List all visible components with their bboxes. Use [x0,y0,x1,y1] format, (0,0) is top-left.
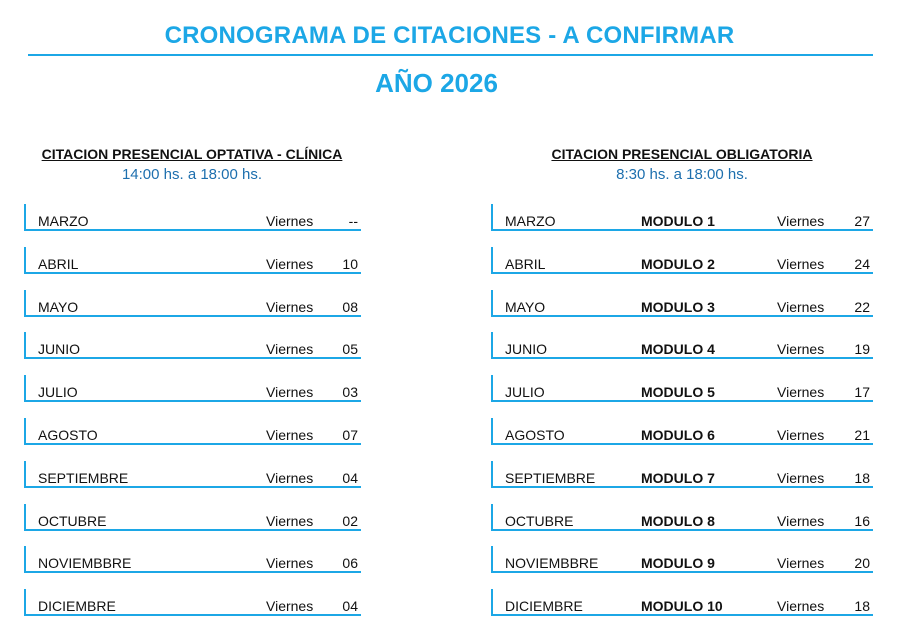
day-number: 24 [854,255,870,272]
schedule-row [24,546,361,573]
day-number: 07 [342,426,358,443]
schedule-row [24,204,361,231]
weekday-label: Viernes [266,512,314,529]
weekday-label: Viernes [266,598,314,615]
weekday-label: Viernes [777,555,825,572]
day-number: 10 [342,255,358,272]
right-section-hours: 8:30 hs. a 18:00 hs. [616,166,748,183]
schedule-row [24,589,361,616]
module-label: MODULO 2 [641,255,715,272]
day-number: 05 [342,341,358,358]
module-label: MODULO 5 [641,384,715,401]
schedule-row [24,375,361,402]
month-label: OCTUBRE [38,512,107,529]
day-number: 21 [854,426,870,443]
weekday-label: Viernes [266,298,314,315]
month-label: MARZO [38,213,89,229]
schedule-row [24,418,361,445]
month-label: MAYO [38,298,79,315]
month-label: JUNIO [505,341,547,358]
module-label: MODULO 7 [641,469,715,486]
month-label: NOVIEMBBRE [505,555,599,572]
page-title: CRONOGRAMA DE CITACIONES - A CONFIRMAR [164,22,735,49]
day-number: 16 [854,512,870,529]
module-label: MODULO 4 [641,341,715,358]
schedule-row [491,375,873,402]
month-label: ABRIL [38,255,79,272]
month-label: SEPTIEMBRE [38,469,129,486]
day-number: 06 [342,555,358,572]
day-number: 02 [342,512,358,529]
module-label: MODULO 9 [641,555,715,572]
day-number: 08 [342,298,358,315]
schedule-row [491,418,873,445]
month-label: AGOSTO [505,426,565,443]
day-number: 18 [854,598,870,615]
schedule-row [24,247,361,274]
weekday-label: Viernes [777,341,825,358]
weekday-label: Viernes [777,213,825,229]
schedule-row [491,204,873,231]
month-label: JULIO [38,384,78,401]
schedule-row [491,290,873,317]
module-label: MODULO 1 [641,213,715,229]
left-schedule-list [24,204,361,632]
title-divider [28,54,873,56]
weekday-label: Viernes [266,384,314,401]
weekday-label: Viernes [266,555,314,572]
day-number: 17 [854,384,870,401]
schedule-row [491,504,873,531]
month-label: MARZO [505,213,556,229]
day-number: 04 [342,469,358,486]
day-number: 22 [854,298,870,315]
right-section-heading: CITACION PRESENCIAL OBLIGATORIA [551,146,813,162]
day-number: -- [348,213,358,229]
day-number: 04 [342,598,358,615]
right-schedule-list [491,204,873,632]
schedule-row [491,546,873,573]
day-number: 18 [854,469,870,486]
weekday-label: Viernes [777,298,825,315]
weekday-label: Viernes [777,598,825,615]
weekday-label: Viernes [777,255,825,272]
left-section-heading: CITACION PRESENCIAL OPTATIVA - CLÍNICA [41,146,343,162]
schedule-row [491,247,873,274]
module-label: MODULO 10 [641,598,723,615]
schedule-row [24,504,361,531]
month-label: AGOSTO [38,426,98,443]
weekday-label: Viernes [266,255,314,272]
day-number: 19 [854,341,870,358]
module-label: MODULO 6 [641,426,715,443]
weekday-label: Viernes [266,426,314,443]
schedule-row [491,332,873,359]
weekday-label: Viernes [777,426,825,443]
schedule-row [24,461,361,488]
schedule-row [24,290,361,317]
month-label: MAYO [505,298,546,315]
month-label: JULIO [505,384,545,401]
schedule-row [24,332,361,359]
month-label: DICIEMBRE [38,598,116,615]
month-label: OCTUBRE [505,512,574,529]
day-number: 27 [854,213,870,229]
weekday-label: Viernes [777,384,825,401]
weekday-label: Viernes [777,469,825,486]
month-label: JUNIO [38,341,80,358]
month-label: ABRIL [505,255,546,272]
weekday-label: Viernes [266,341,314,358]
year-title: AÑO 2026 [375,68,498,98]
module-label: MODULO 3 [641,298,715,315]
month-label: DICIEMBRE [505,598,583,615]
day-number: 03 [342,384,358,401]
day-number: 20 [854,555,870,572]
weekday-label: Viernes [266,213,314,229]
weekday-label: Viernes [777,512,825,529]
month-label: SEPTIEMBRE [505,469,596,486]
month-label: NOVIEMBBRE [38,555,132,572]
schedule-row [491,461,873,488]
schedule-row [491,589,873,616]
module-label: MODULO 8 [641,512,715,529]
left-section-hours: 14:00 hs. a 18:00 hs. [121,166,263,183]
weekday-label: Viernes [266,469,314,486]
